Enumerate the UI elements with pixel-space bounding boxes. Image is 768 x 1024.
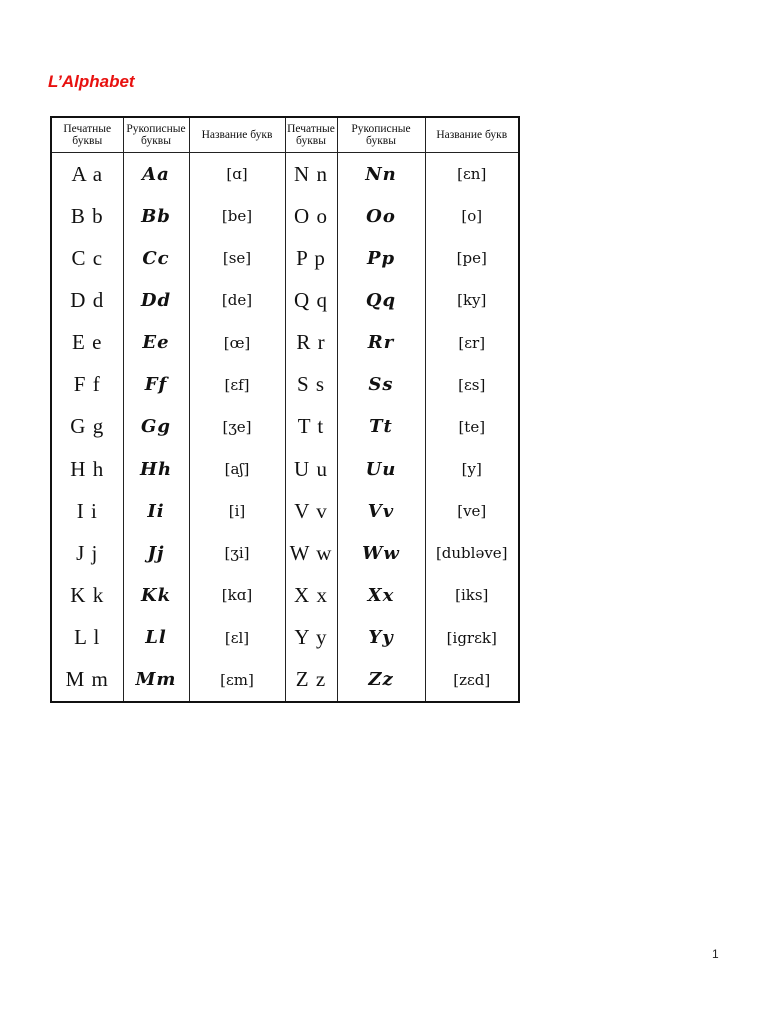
letter-printed: J j	[76, 540, 99, 565]
alphabet-table-body	[51, 153, 519, 703]
letter-printed: D d	[70, 287, 105, 312]
letter-script: Kk	[123, 574, 189, 616]
letter-name: [dubləve]	[425, 532, 519, 574]
letter-printed: N n	[285, 153, 337, 196]
letter-name: [ɛn]	[425, 153, 519, 196]
letter-script: Rr	[337, 322, 425, 364]
alphabet-table	[50, 116, 520, 703]
letter-script: Jj	[123, 532, 189, 574]
header-script-left: Рукописные буквы	[123, 117, 189, 153]
letter-script: Ll	[123, 617, 189, 659]
letter-printed: W w	[285, 532, 337, 574]
table-row	[51, 448, 519, 490]
letter-script: Oo	[337, 195, 425, 237]
letter-printed: Y y	[285, 617, 337, 659]
letter-script: Ii	[123, 490, 189, 532]
table-row	[51, 364, 519, 406]
letter-printed: H h	[70, 456, 105, 481]
letter-printed: O o	[285, 195, 337, 237]
letter-name: [ʒi]	[189, 532, 285, 574]
table-row	[51, 322, 519, 364]
letter-name: [i]	[189, 490, 285, 532]
letter-script: Bb	[123, 195, 189, 237]
letter-name: [be]	[189, 195, 285, 237]
letter-printed: S s	[285, 364, 337, 406]
letter-printed: R r	[285, 322, 337, 364]
letter-printed: M m	[65, 667, 109, 692]
letter-script: Ee	[123, 322, 189, 364]
letter-script: Cc	[123, 237, 189, 279]
header-script-right: Рукописные буквы	[337, 117, 425, 153]
header-printed-right: Печатные буквы	[285, 117, 337, 153]
table-row	[51, 279, 519, 321]
table-row	[51, 532, 519, 574]
letter-name: [ɛs]	[425, 364, 519, 406]
letter-name: [ɛr]	[425, 322, 519, 364]
letter-script: Aa	[123, 153, 189, 196]
letter-script: Uu	[337, 448, 425, 490]
letter-printed: X x	[285, 574, 337, 616]
page-number: 1	[712, 947, 719, 961]
letter-script: Qq	[337, 279, 425, 321]
table-row	[51, 237, 519, 279]
letter-name: [œ]	[189, 322, 285, 364]
letter-name: [iks]	[425, 574, 519, 616]
letter-printed: Q q	[285, 279, 337, 321]
letter-printed: G g	[70, 414, 105, 439]
letter-name: [ve]	[425, 490, 519, 532]
letter-script: Dd	[123, 279, 189, 321]
letter-name: [te]	[425, 406, 519, 448]
letter-name: [ɛf]	[189, 364, 285, 406]
letter-name: [y]	[425, 448, 519, 490]
letter-name: [pe]	[425, 237, 519, 279]
letter-script: Pp	[337, 237, 425, 279]
letter-name: [de]	[189, 279, 285, 321]
letter-printed: U u	[285, 448, 337, 490]
letter-printed: F f	[73, 372, 101, 397]
letter-script: Ww	[337, 532, 425, 574]
table-row	[51, 406, 519, 448]
letter-printed: I i	[76, 498, 98, 523]
letter-name: [o]	[425, 195, 519, 237]
table-row	[51, 153, 519, 196]
letter-printed: P p	[285, 237, 337, 279]
letter-script: Ss	[337, 364, 425, 406]
letter-printed: L l	[74, 625, 101, 650]
letter-printed: A a	[71, 161, 104, 186]
letter-name: [ɛl]	[189, 617, 285, 659]
letter-script: Mm	[123, 659, 189, 702]
letter-script: Xx	[337, 574, 425, 616]
letter-script: Gg	[123, 406, 189, 448]
letter-name: [zɛd]	[425, 659, 519, 702]
letter-name: [se]	[189, 237, 285, 279]
letter-script: Zz	[337, 659, 425, 702]
header-name-right: Название букв	[425, 117, 519, 153]
table-row	[51, 574, 519, 616]
letter-name: [ky]	[425, 279, 519, 321]
header-name-left: Название букв	[189, 117, 285, 153]
letter-name: [aʃ]	[189, 448, 285, 490]
letter-script: Yy	[337, 617, 425, 659]
letter-name: [igrɛk]	[425, 617, 519, 659]
letter-script: Vv	[337, 490, 425, 532]
letter-name: [ɛm]	[189, 659, 285, 702]
table-row	[51, 490, 519, 532]
table-row	[51, 195, 519, 237]
letter-printed: B b	[70, 203, 104, 228]
table-header-row	[51, 117, 519, 153]
letter-name: [kɑ]	[189, 574, 285, 616]
letter-script: Ff	[123, 364, 189, 406]
letter-printed: T t	[285, 406, 337, 448]
letter-printed: C c	[71, 245, 104, 270]
letter-name: [ʒe]	[189, 406, 285, 448]
letter-printed: Z z	[285, 659, 337, 702]
page-title: L’Alphabet	[48, 72, 135, 91]
letter-printed: E e	[72, 330, 103, 355]
header-printed-left: Печатные буквы	[51, 117, 123, 153]
table-row	[51, 617, 519, 659]
letter-printed: K k	[70, 582, 105, 607]
letter-script: Hh	[123, 448, 189, 490]
table-row	[51, 659, 519, 702]
letter-script: Tt	[337, 406, 425, 448]
letter-printed: V v	[285, 490, 337, 532]
letter-name: [ɑ]	[189, 153, 285, 196]
letter-script: Nn	[337, 153, 425, 196]
